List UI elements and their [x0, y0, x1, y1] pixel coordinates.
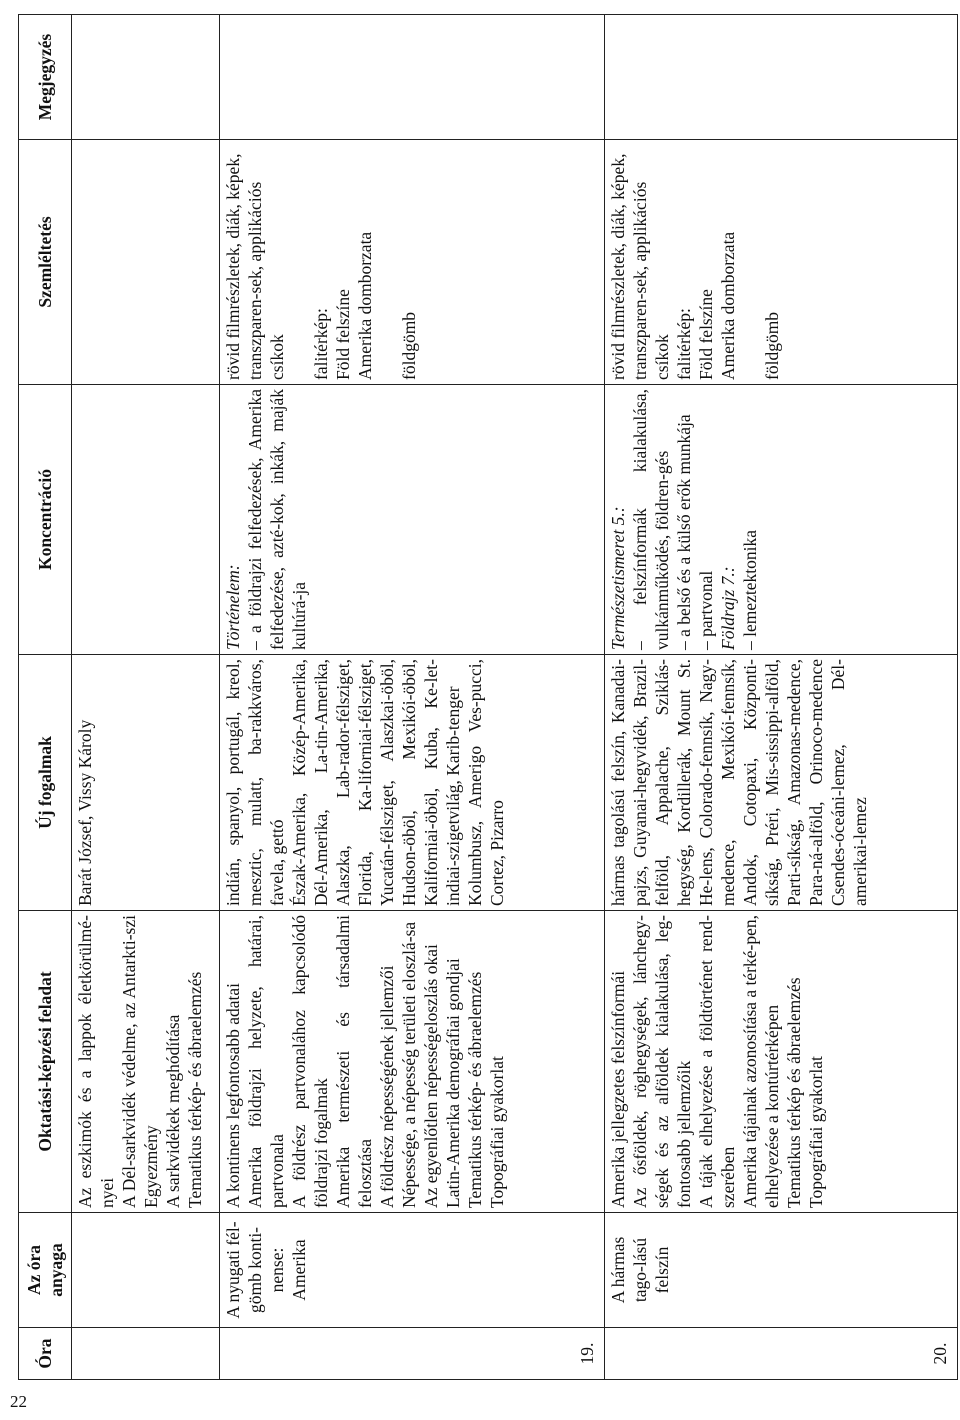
- task-item: A földrész partvonalához kapcsolódó földrajzi fogalmak: [289, 915, 331, 1208]
- concept-item: Kolumbusz, Amerigo Ves-pucci, Cortez, Pizarro: [465, 659, 507, 906]
- concepts-cell: [72, 655, 220, 911]
- task-item: Amerika tájainak azonosítása a térké-pen, elhelyezése a kontúrtérképen: [740, 915, 782, 1208]
- illustration-item: falitérkép:: [311, 308, 331, 380]
- topic-cell: [72, 1213, 220, 1328]
- topic-cell: A hármas tago-lású felszín: [605, 1213, 958, 1328]
- concentration-cell: [605, 385, 958, 655]
- concentration-subject: Természetismeret 5.:: [608, 506, 628, 650]
- header-row: [19, 15, 72, 1380]
- task-item: Népessége, a népesség területi eloszlá-sa: [399, 921, 419, 1208]
- illustration-spacer: [288, 144, 310, 380]
- illustration-spacer: [376, 144, 398, 380]
- illustration-cell: [220, 140, 605, 385]
- illustration-cell: [605, 140, 958, 385]
- illustration-item: földgömb: [762, 311, 782, 380]
- concentration-item: – lemeztektonika: [740, 529, 760, 650]
- concentration-cell: [220, 385, 605, 655]
- table-row: [605, 15, 958, 1380]
- illustration-item: rövid filmrészletek, diák, képek, transzparen-sek, applikációs csíkok: [608, 153, 672, 380]
- rotated-page: [18, 15, 958, 1380]
- task-item: Latin-Amerika demográfiai gondjai: [443, 958, 463, 1208]
- notes-cell: [220, 15, 605, 140]
- concept-item: indián, spanyol, portugál, kreol, mesztic, mulatt, ba-rakkváros, favela, gettó: [223, 659, 287, 906]
- task-item: A tájak elhelyezése a földtörténet rend-szerében: [696, 915, 738, 1208]
- lesson-cell: 19.: [220, 1328, 605, 1380]
- concept-item: Észak-Amerika, Közép-Amerika, Dél-Amerika, La-tin-Amerika, Alaszka, Lab-rador-félsziget, Florida, Ka-liforniai-félsziget, Yucatán-félsziget, Alaszkai-öböl, Hudson-öböl, Mexikói-öböl, Kaliforniai-öböl, Kuba, Ke-let-indiai-szigetvilág, Karib-tenger: [289, 659, 463, 906]
- illustration-item: Föld felszíne: [333, 289, 353, 380]
- page-number: 22: [10, 1392, 27, 1411]
- illustration-item: Amerika domborzata: [718, 231, 738, 380]
- task-item: Amerika földrajzi helyzete, határai, partvonala: [245, 915, 287, 1208]
- tasks-cell: [605, 911, 958, 1213]
- concept-item: hármas tagolású felszín, Kanadai-pajzs, Guyanai-hegyvidék, Brazil-felföld, Appalache, Sziklás-hegység, Kordillerák, Mount St. He-lens, Colorado-fennsík, Nagy-medence, Mexikói-fennsík, Andok, Cotopaxi, Központi-síkság, Préri, Mis-sissippi-alföld, Parti-síkság, Amazonas-medence, Para-ná-alföld, Orinoco-medence Csendes-óceáni-lemez, Dél-amerikai-lemez: [608, 659, 870, 906]
- illustration-spacer: [739, 144, 761, 380]
- concepts-cell: [220, 655, 605, 911]
- task-item: Tematikus térkép- és ábraelemzés: [185, 971, 205, 1208]
- topic-cell: A nyugati fél-gömb konti-nense: Amerika: [220, 1213, 605, 1328]
- task-item: Tematikus térkép és ábraelemzés: [784, 977, 804, 1208]
- lesson-cell: 20.: [605, 1328, 958, 1380]
- concentration-item: – partvonal: [696, 570, 716, 650]
- illustration-item: rövid filmrészletek, diák, képek, transzparen-sek, applikációs csíkok: [223, 153, 287, 380]
- header-tasks: Oktatási-képzési feladat: [19, 911, 72, 1213]
- tasks-cell: [220, 911, 605, 1213]
- task-item: Az ősföldek, röghegységek, lánchegy-ségek és az alföldek kialakulása, leg-fontosabb jellemzőik: [630, 915, 694, 1208]
- header-lesson: Óra: [19, 1328, 72, 1380]
- header-topic: Az óra anyaga: [19, 1213, 72, 1328]
- table-row: [72, 15, 220, 1380]
- task-item: Amerika természeti és társadalmi felosztása: [333, 915, 375, 1208]
- task-item: Tematikus térkép- és ábraelemzés: [465, 971, 485, 1208]
- header-illustration: Szemléltetés: [19, 140, 72, 385]
- header-notes: Megjegyzés: [19, 15, 72, 140]
- header-concentration: Koncentráció: [19, 385, 72, 655]
- concentration-subject: Földrajz 7.:: [718, 566, 738, 650]
- concept-item: Barát József, Vissy Károly: [75, 719, 95, 906]
- header-concepts: Új fogalmak: [19, 655, 72, 911]
- illustration-item: földgömb: [399, 311, 419, 380]
- task-item: Topográfiai gyakorlat: [487, 1056, 507, 1208]
- illustration-item: Amerika domborzata: [355, 231, 375, 380]
- task-item: Amerika jellegzetes felszínformái: [608, 970, 628, 1208]
- tasks-cell: [72, 911, 220, 1213]
- task-item: A Dél-sarkvidék védelme, az Antarkti-szi Egyezmény: [119, 915, 161, 1208]
- concepts-cell: [605, 655, 958, 911]
- concentration-subject: Történelem:: [223, 564, 243, 650]
- task-item: A sarkvidékek meghódítása: [163, 1014, 183, 1208]
- lesson-cell: [72, 1328, 220, 1380]
- concentration-cell: [72, 385, 220, 655]
- illustration-item: falitérkép:: [674, 308, 694, 380]
- illustration-cell: [72, 140, 220, 385]
- task-item: A kontinens legfontosabb adatai: [223, 982, 243, 1208]
- task-item: Topográfiai gyakorlat: [806, 1056, 826, 1208]
- notes-cell: [605, 15, 958, 140]
- curriculum-table: [18, 14, 958, 1380]
- task-item: Az egyenlőtlen népességeloszlás okai: [421, 944, 441, 1208]
- concentration-item: – felszínformák kialakulása, vulkánműködés, földren-gés: [630, 389, 672, 650]
- task-item: A földrész népességének jellemzői: [377, 965, 397, 1208]
- task-item: Az eszkimók és a lappok életkörülmé-nyei: [75, 915, 117, 1208]
- concentration-item: – a földrajzi felfedezések, Amerika felfedezése, azté-kok, inkák, maják kultúrá-ja: [245, 389, 309, 650]
- table-row: [220, 15, 605, 1380]
- concentration-item: – a belső és a külső erők munkája: [674, 414, 694, 650]
- notes-cell: [72, 15, 220, 140]
- illustration-item: Föld felszíne: [696, 289, 716, 380]
